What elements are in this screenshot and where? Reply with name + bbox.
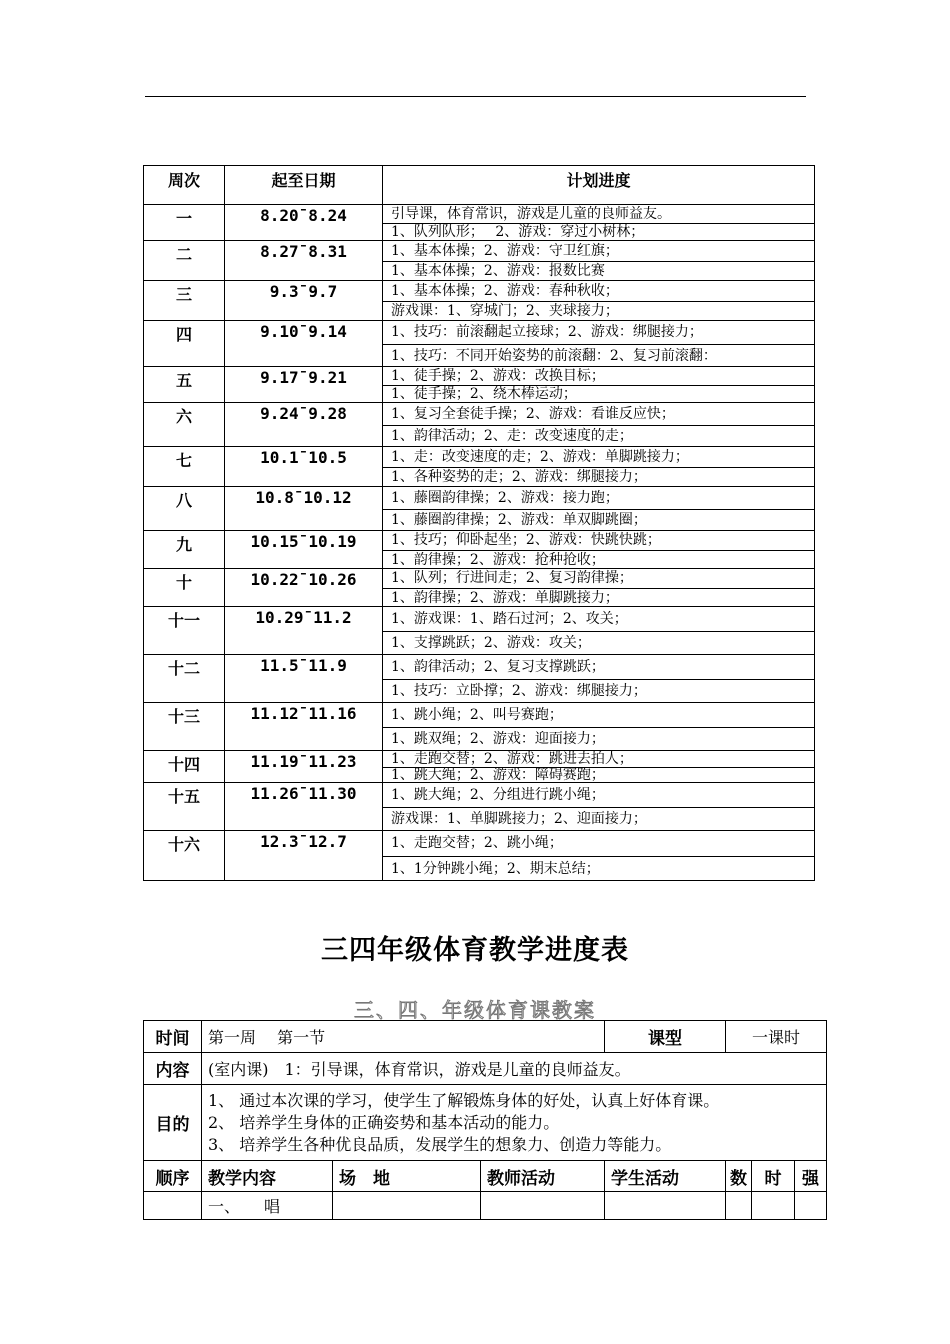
col-intensity: 强 [795,1161,827,1192]
week-cell: 十六 [144,831,225,881]
content-label: 内容 [144,1053,202,1085]
plan-line: 1、走跑交替；2、游戏：跳进去拍人； [391,751,633,767]
week-cell: 八 [144,487,225,531]
date-cell: 10.15¯10.19 [225,531,383,569]
header-plan: 计划进度 [383,166,815,205]
plan-cell [383,607,815,655]
cell-teacher [481,1192,605,1220]
type-value: 一课时 [726,1021,827,1053]
plan-line: 1、徒手操；2、游戏：改换目标； [391,368,605,384]
plan-cell [383,751,815,783]
date-cell: 8.27¯8.31 [225,241,383,281]
plan-cell [383,531,815,569]
schedule-row [144,447,815,487]
date-cell: 10.8¯10.12 [225,487,383,531]
time-value: 第一周 第一节 [202,1021,605,1053]
header-week: 周次 [144,166,225,205]
date-cell: 9.10¯9.14 [225,321,383,367]
plan-line: 1、各种姿势的走；2、游戏：绑腿接力； [383,467,814,486]
col-order: 顺序 [144,1161,202,1192]
schedule-row [144,281,815,321]
schedule-row [144,569,815,607]
plan-cell [383,703,815,751]
plan-cell [383,367,815,403]
schedule-row [144,703,815,751]
goal-item-3: 3、 培养学生各种优良品质，发展学生的想象力、创造力等能力。 [208,1134,672,1154]
date-cell: 10.1¯10.5 [225,447,383,487]
plan-line: 1、技巧：立卧撑；2、游戏：绑腿接力； [383,679,814,702]
plan-cell [383,403,815,447]
lesson-time-row [144,1021,827,1053]
header-rule [145,96,806,97]
cell-intensity [795,1192,827,1220]
week-cell: 一 [144,205,225,241]
week-cell: 九 [144,531,225,569]
schedule-row [144,655,815,703]
goal-label: 目的 [144,1085,202,1161]
plan-line: 1、复习全套徒手操；2、游戏：看谁反应快； [391,406,675,422]
schedule-row [144,403,815,447]
plan-line: 1、技巧；仰卧起坐；2、游戏：快跳快跳； [391,532,661,548]
cell-count [726,1192,752,1220]
plan-cell [383,281,815,321]
plan-cell [383,447,815,487]
col-count: 数 [726,1161,752,1192]
date-cell: 10.22¯10.26 [225,569,383,607]
time-label: 时间 [144,1021,202,1053]
plan-cell [383,487,815,531]
goal-item-2: 2、 培养学生身体的正确姿势和基本活动的能力。 [208,1112,560,1132]
date-cell: 12.3¯12.7 [225,831,383,881]
date-cell: 9.17¯9.21 [225,367,383,403]
cell-order [144,1192,202,1220]
week-cell: 七 [144,447,225,487]
schedule-row [144,205,815,241]
goal-item-1: 1、 通过本次课的学习，使学生了解锻炼身体的好处，认真上好体育课。 [208,1090,720,1110]
schedule-table [143,165,815,881]
plan-line: 1、1分钟跳小绳；2、期末总结； [383,856,814,880]
plan-line: 1、技巧：前滚翻起立接球；2、游戏：绑腿接力； [391,324,703,340]
col-content: 教学内容 [202,1161,333,1192]
week-cell: 十五 [144,783,225,831]
plan-line: 1、韵律操；2、游戏：单脚跳接力； [383,588,814,606]
week-cell: 十三 [144,703,225,751]
schedule-row [144,751,815,783]
cell-time [752,1192,795,1220]
plan-line: 1、韵律活动；2、复习支撑跳跃； [391,659,605,675]
content-value: (室内课) 1：引导课，体育常识，游戏是儿童的良师益友。 [202,1053,827,1085]
date-cell: 9.3¯9.7 [225,281,383,321]
plan-line: 1、韵律操；2、游戏：抢种抢收； [383,550,814,568]
plan-line: 1、游戏课：1、踏石过河；2、攻关； [391,611,628,627]
plan-line: 游戏课：1、单脚跳接力；2、迎面接力； [383,807,814,830]
schedule-row [144,607,815,655]
col-venue: 场 地 [333,1161,481,1192]
schedule-body [144,205,815,881]
plan-cell [383,569,815,607]
week-cell: 十 [144,569,225,607]
plan-cell [383,655,815,703]
lesson-content-row [144,1053,827,1085]
lesson-plan-table [143,1020,827,1220]
plan-cell [383,783,815,831]
date-cell: 8.20¯8.24 [225,205,383,241]
plan-line: 1、跳大绳；2、游戏：障碍赛跑； [383,767,814,782]
plan-line: 1、徒手操；2、绕木棒运动； [383,385,814,402]
plan-line: 1、跳小绳；2、叫号赛跑； [391,707,563,723]
col-time: 时 [752,1161,795,1192]
plan-line: 1、走跑交替；2、跳小绳； [391,835,563,851]
plan-line: 1、跳双绳；2、游戏：迎面接力； [383,727,814,750]
type-label: 课型 [605,1021,726,1053]
date-cell: 9.24¯9.28 [225,403,383,447]
plan-line: 1、队列；行进间走；2、复习韵律操； [391,570,633,586]
schedule-row [144,367,815,403]
lesson-first-row [144,1192,827,1220]
col-teacher: 教师活动 [481,1161,605,1192]
week-cell: 六 [144,403,225,447]
week-cell: 十四 [144,751,225,783]
plan-line: 1、跳大绳；2、分组进行跳小绳； [391,787,605,803]
plan-line: 1、基本体操；2、游戏：春种秋收； [391,283,619,299]
page-title: 三四年级体育教学进度表 [321,935,629,966]
week-cell: 四 [144,321,225,367]
plan-cell [383,205,815,241]
week-cell: 三 [144,281,225,321]
plan-line: 1、支撑跳跃；2、游戏：攻关； [383,631,814,654]
plan-line: 1、藤圈韵律操；2、游戏：接力跑； [391,490,619,506]
date-cell: 11.5¯11.9 [225,655,383,703]
lesson-goal-row [144,1085,827,1161]
week-cell: 五 [144,367,225,403]
plan-line: 1、走：改变速度的走；2、游戏：单脚跳接力； [391,449,689,465]
plan-line: 1、技巧：不同开始姿势的前滚翻：2、复习前滚翻： [383,344,814,366]
plan-line: 1、韵律活动；2、走：改变速度的走； [383,425,814,446]
page-subtitle: 三、四、年级体育课教案 [354,998,596,1022]
cell-student [605,1192,726,1220]
plan-cell [383,321,815,367]
date-cell: 11.26¯11.30 [225,783,383,831]
plan-line: 1、藤圈韵律操；2、游戏：单双脚跳圈； [383,509,814,530]
header-date: 起至日期 [225,166,383,205]
schedule-row [144,783,815,831]
date-cell: 10.29¯11.2 [225,607,383,655]
schedule-row [144,321,815,367]
plan-line: 引导课，体育常识，游戏是儿童的良师益友。 [391,206,671,222]
plan-line: 1、基本体操；2、游戏：报数比赛 [383,261,814,280]
goal-list [202,1085,827,1161]
cell-content: 一、 唱 [202,1192,333,1220]
lesson-columns-row [144,1161,827,1192]
schedule-header-row [144,166,815,205]
schedule-row [144,241,815,281]
plan-line: 1、基本体操；2、游戏：守卫红旗； [391,243,619,259]
plan-line: 1、队列队形； 2、游戏：穿过小树林； [383,223,814,240]
week-cell: 十一 [144,607,225,655]
schedule-row [144,487,815,531]
plan-line: 游戏课：1、穿城门；2、夹球接力； [383,301,814,320]
date-cell: 11.12¯11.16 [225,703,383,751]
date-cell: 11.19¯11.23 [225,751,383,783]
col-student: 学生活动 [605,1161,726,1192]
week-cell: 十二 [144,655,225,703]
plan-cell [383,241,815,281]
schedule-row [144,531,815,569]
plan-cell [383,831,815,881]
schedule-row [144,831,815,881]
week-cell: 二 [144,241,225,281]
cell-venue [333,1192,481,1220]
